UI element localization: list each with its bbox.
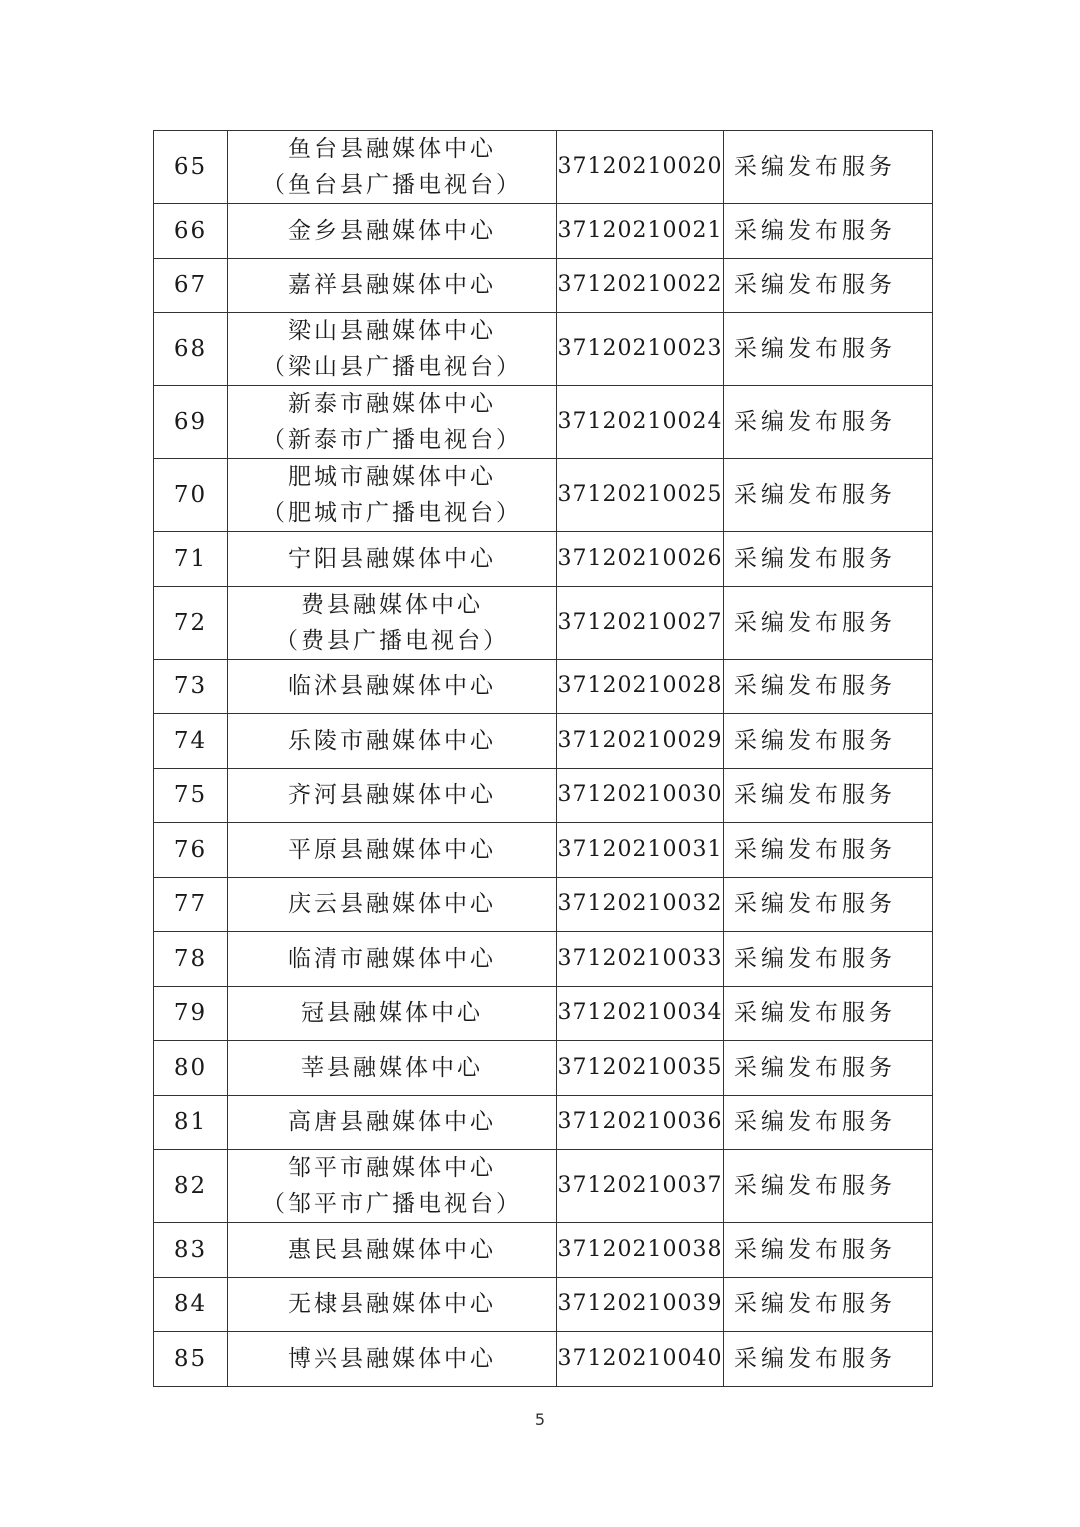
row-number: 83 bbox=[154, 1223, 228, 1278]
unit-name: 临沭县融媒体中心 bbox=[288, 673, 496, 700]
table-row bbox=[154, 131, 933, 204]
table-row bbox=[154, 313, 933, 386]
unit-name-cell bbox=[228, 258, 557, 313]
registration-code: 37120210025 bbox=[557, 459, 724, 532]
unit-name-cell bbox=[228, 659, 557, 714]
unit-name-cell bbox=[228, 877, 557, 932]
unit-name: 梁山县融媒体中心 bbox=[288, 318, 496, 344]
service-type: 采编发布服务 bbox=[724, 1150, 933, 1223]
unit-name: 肥城市融媒体中心 bbox=[288, 464, 496, 490]
table-row bbox=[154, 532, 933, 587]
unit-name-cell bbox=[228, 204, 557, 259]
row-number: 72 bbox=[154, 586, 228, 659]
table-row bbox=[154, 1332, 933, 1387]
table-row bbox=[154, 586, 933, 659]
unit-name: 惠民县融媒体中心 bbox=[288, 1236, 496, 1263]
unit-alias: （梁山县广播电视台） bbox=[262, 354, 522, 380]
unit-name-cell bbox=[228, 586, 557, 659]
service-type: 采编发布服务 bbox=[724, 823, 933, 878]
unit-name-cell bbox=[228, 1095, 557, 1150]
unit-name: 博兴县融媒体中心 bbox=[288, 1345, 496, 1372]
registration-code: 37120210022 bbox=[557, 258, 724, 313]
registration-code: 37120210036 bbox=[557, 1095, 724, 1150]
service-type: 采编发布服务 bbox=[724, 204, 933, 259]
registry-table bbox=[153, 130, 933, 1387]
unit-name-cell bbox=[228, 932, 557, 987]
service-type: 采编发布服务 bbox=[724, 659, 933, 714]
unit-name-cell bbox=[228, 986, 557, 1041]
registration-code: 37120210026 bbox=[557, 532, 724, 587]
row-number: 74 bbox=[154, 714, 228, 769]
registration-code: 37120210027 bbox=[557, 586, 724, 659]
registration-code: 37120210033 bbox=[557, 932, 724, 987]
table-row bbox=[154, 714, 933, 769]
table-row bbox=[154, 459, 933, 532]
row-number: 79 bbox=[154, 986, 228, 1041]
table-body bbox=[154, 131, 933, 1387]
table-row bbox=[154, 1041, 933, 1096]
registration-code: 37120210021 bbox=[557, 204, 724, 259]
registration-code: 37120210024 bbox=[557, 386, 724, 459]
service-type: 采编发布服务 bbox=[724, 1277, 933, 1332]
table-row bbox=[154, 386, 933, 459]
registration-code: 37120210037 bbox=[557, 1150, 724, 1223]
service-type: 采编发布服务 bbox=[724, 586, 933, 659]
row-number: 69 bbox=[154, 386, 228, 459]
unit-name: 无棣县融媒体中心 bbox=[288, 1291, 496, 1318]
unit-name: 冠县融媒体中心 bbox=[301, 1000, 483, 1027]
unit-name: 宁阳县融媒体中心 bbox=[288, 545, 496, 572]
row-number: 68 bbox=[154, 313, 228, 386]
registration-code: 37120210034 bbox=[557, 986, 724, 1041]
registration-code: 37120210029 bbox=[557, 714, 724, 769]
unit-name-cell bbox=[228, 1332, 557, 1387]
table-row bbox=[154, 986, 933, 1041]
registration-code: 37120210023 bbox=[557, 313, 724, 386]
unit-name-cell bbox=[228, 131, 557, 204]
service-type: 采编发布服务 bbox=[724, 986, 933, 1041]
unit-name-cell bbox=[228, 1277, 557, 1332]
service-type: 采编发布服务 bbox=[724, 1095, 933, 1150]
unit-name: 邹平市融媒体中心 bbox=[288, 1155, 496, 1181]
table-row bbox=[154, 823, 933, 878]
unit-name: 鱼台县融媒体中心 bbox=[288, 136, 496, 162]
row-number: 71 bbox=[154, 532, 228, 587]
row-number: 77 bbox=[154, 877, 228, 932]
service-type: 采编发布服务 bbox=[724, 1332, 933, 1387]
unit-name-cell bbox=[228, 386, 557, 459]
service-type: 采编发布服务 bbox=[724, 1223, 933, 1278]
unit-name: 平原县融媒体中心 bbox=[288, 836, 496, 863]
unit-alias: （邹平市广播电视台） bbox=[262, 1191, 522, 1217]
service-type: 采编发布服务 bbox=[724, 313, 933, 386]
row-number: 76 bbox=[154, 823, 228, 878]
unit-alias: （肥城市广播电视台） bbox=[262, 500, 522, 526]
page-number: 5 bbox=[534, 1410, 546, 1429]
unit-name: 嘉祥县融媒体中心 bbox=[288, 272, 496, 299]
unit-name-cell bbox=[228, 823, 557, 878]
table-row bbox=[154, 258, 933, 313]
registration-code: 37120210035 bbox=[557, 1041, 724, 1096]
table-row bbox=[154, 659, 933, 714]
row-number: 85 bbox=[154, 1332, 228, 1387]
table-row bbox=[154, 1277, 933, 1332]
row-number: 70 bbox=[154, 459, 228, 532]
row-number: 67 bbox=[154, 258, 228, 313]
registration-code: 37120210030 bbox=[557, 768, 724, 823]
row-number: 80 bbox=[154, 1041, 228, 1096]
unit-name-cell bbox=[228, 459, 557, 532]
registration-code: 37120210020 bbox=[557, 131, 724, 204]
unit-name-cell bbox=[228, 1223, 557, 1278]
row-number: 75 bbox=[154, 768, 228, 823]
unit-name-cell bbox=[228, 1041, 557, 1096]
table-row bbox=[154, 768, 933, 823]
unit-name: 庆云县融媒体中心 bbox=[288, 891, 496, 918]
unit-alias: （新泰市广播电视台） bbox=[262, 427, 522, 453]
unit-name-cell bbox=[228, 714, 557, 769]
row-number: 81 bbox=[154, 1095, 228, 1150]
table-row bbox=[154, 1223, 933, 1278]
service-type: 采编发布服务 bbox=[724, 131, 933, 204]
service-type: 采编发布服务 bbox=[724, 532, 933, 587]
row-number: 65 bbox=[154, 131, 228, 204]
unit-name: 高唐县融媒体中心 bbox=[288, 1109, 496, 1136]
service-type: 采编发布服务 bbox=[724, 1041, 933, 1096]
unit-name: 乐陵市融媒体中心 bbox=[288, 727, 496, 754]
registration-code: 37120210038 bbox=[557, 1223, 724, 1278]
service-type: 采编发布服务 bbox=[724, 932, 933, 987]
unit-name: 金乡县融媒体中心 bbox=[288, 217, 496, 244]
service-type: 采编发布服务 bbox=[724, 714, 933, 769]
table-row bbox=[154, 877, 933, 932]
row-number: 84 bbox=[154, 1277, 228, 1332]
unit-name-cell bbox=[228, 1150, 557, 1223]
unit-name: 莘县融媒体中心 bbox=[301, 1054, 483, 1081]
table-row bbox=[154, 1095, 933, 1150]
registration-code: 37120210028 bbox=[557, 659, 724, 714]
unit-name: 临清市融媒体中心 bbox=[288, 945, 496, 972]
unit-name: 齐河县融媒体中心 bbox=[288, 782, 496, 809]
service-type: 采编发布服务 bbox=[724, 877, 933, 932]
unit-name-cell bbox=[228, 768, 557, 823]
row-number: 82 bbox=[154, 1150, 228, 1223]
registration-code: 37120210040 bbox=[557, 1332, 724, 1387]
service-type: 采编发布服务 bbox=[724, 768, 933, 823]
unit-name-cell bbox=[228, 313, 557, 386]
table-row bbox=[154, 932, 933, 987]
unit-alias: （鱼台县广播电视台） bbox=[262, 172, 522, 198]
row-number: 66 bbox=[154, 204, 228, 259]
row-number: 73 bbox=[154, 659, 228, 714]
row-number: 78 bbox=[154, 932, 228, 987]
service-type: 采编发布服务 bbox=[724, 386, 933, 459]
service-type: 采编发布服务 bbox=[724, 258, 933, 313]
unit-name: 费县融媒体中心 bbox=[301, 591, 483, 618]
unit-name: 新泰市融媒体中心 bbox=[288, 391, 496, 417]
registration-code: 37120210032 bbox=[557, 877, 724, 932]
table-row bbox=[154, 1150, 933, 1223]
unit-alias: （费县广播电视台） bbox=[275, 627, 509, 654]
table-row bbox=[154, 204, 933, 259]
registration-code: 37120210031 bbox=[557, 823, 724, 878]
service-type: 采编发布服务 bbox=[724, 459, 933, 532]
registration-code: 37120210039 bbox=[557, 1277, 724, 1332]
unit-name-cell bbox=[228, 532, 557, 587]
